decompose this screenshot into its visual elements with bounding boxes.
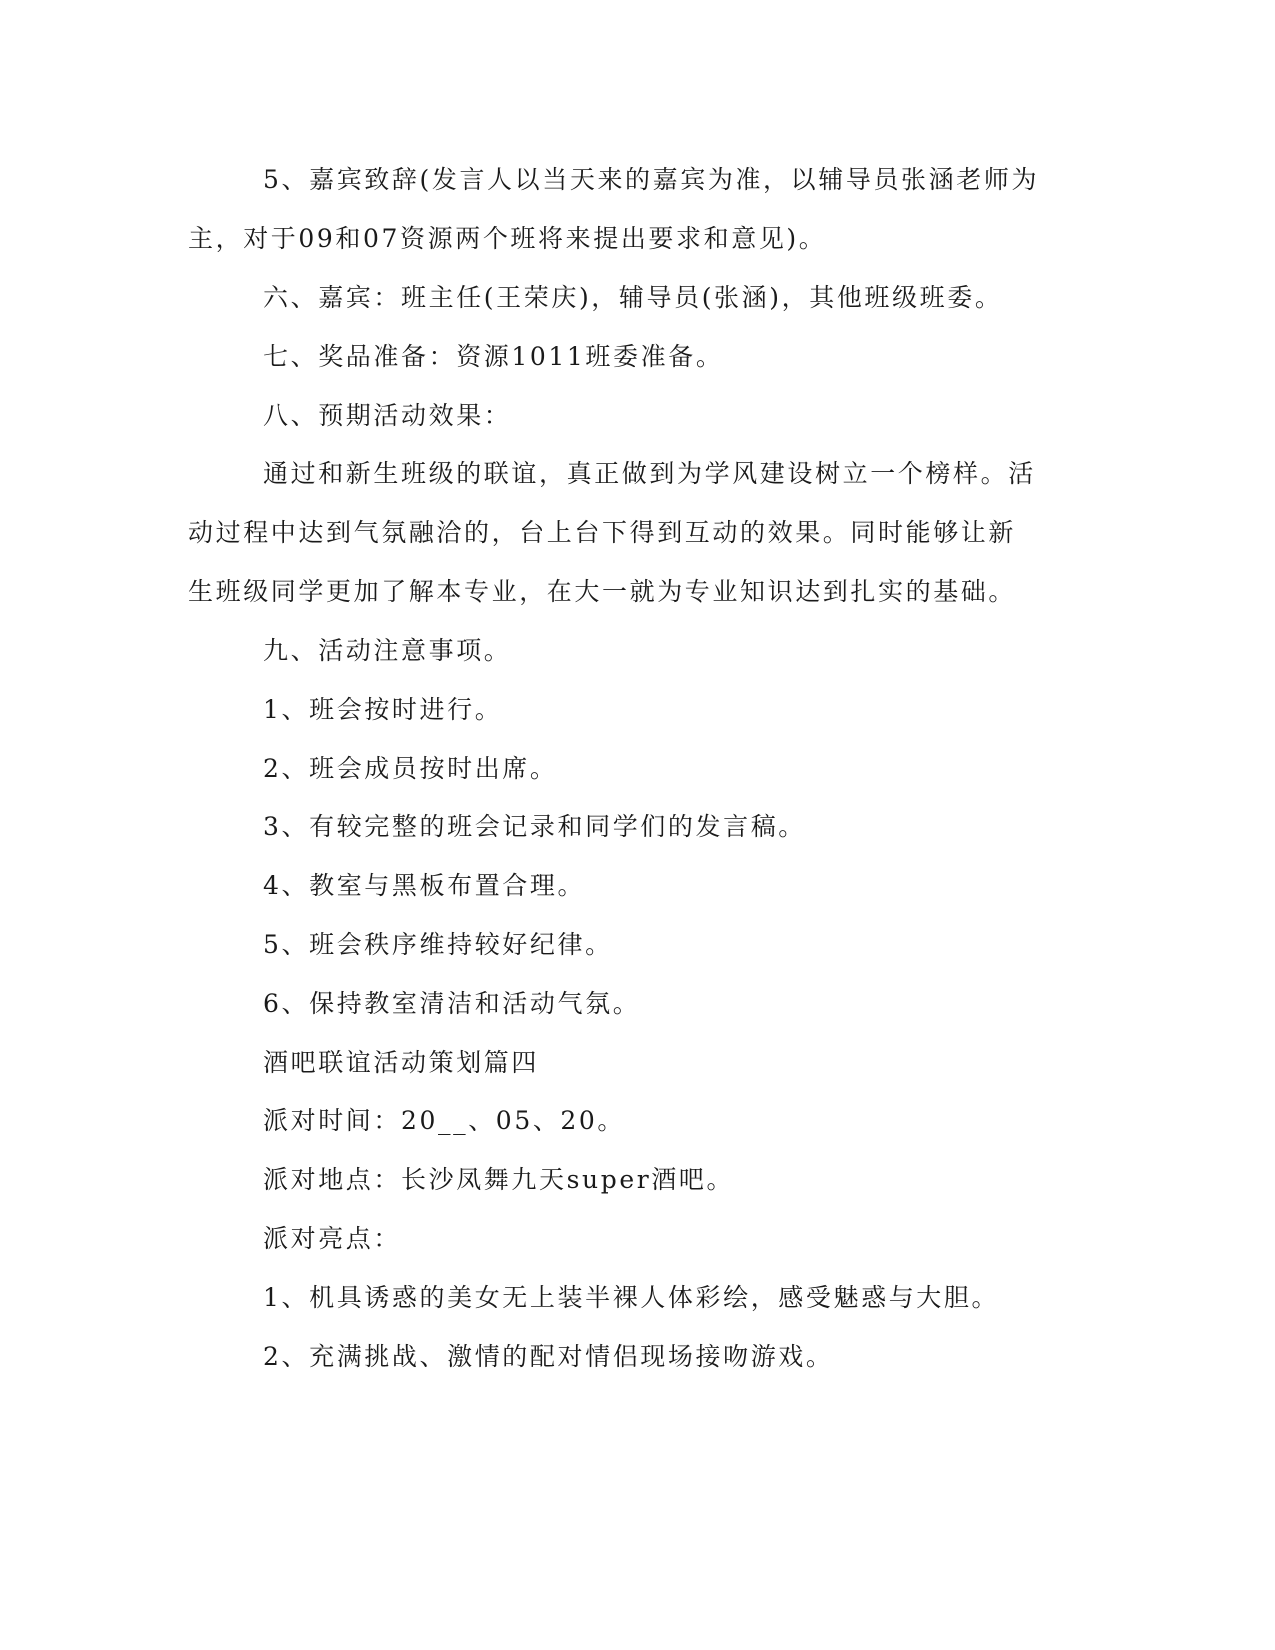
list-item: 4、教室与黑板布置合理。	[263, 871, 586, 900]
paragraph-line: 5、嘉宾致辞(发言人以当天来的嘉宾为准，以辅导员张涵老师为	[263, 165, 1040, 194]
list-item: 2、班会成员按时出席。	[263, 754, 558, 783]
paragraph-line: 七、奖品准备：资源1011班委准备。	[263, 342, 724, 371]
paragraph-line: 派对地点：长沙凤舞九天super酒吧。	[263, 1165, 735, 1194]
paragraph-line: 生班级同学更加了解本专业，在大一就为专业知识达到扎实的基础。	[188, 577, 1017, 606]
paragraph-line: 通过和新生班级的联谊，真正做到为学风建设树立一个榜样。活	[263, 459, 1036, 488]
section-heading: 九、活动注意事项。	[263, 636, 512, 665]
paragraph-line: 派对时间：20__、05、20。	[263, 1106, 626, 1135]
paragraph-line: 派对亮点：	[263, 1224, 402, 1253]
list-item: 2、充满挑战、激情的配对情侣现场接吻游戏。	[263, 1342, 834, 1371]
list-item: 5、班会秩序维持较好纪律。	[263, 930, 613, 959]
paragraph-line: 六、嘉宾：班主任(王荣庆)，辅导员(张涵)，其他班级班委。	[263, 283, 1003, 312]
section-heading: 八、预期活动效果：	[263, 401, 512, 430]
article-title: 酒吧联谊活动策划篇四	[263, 1048, 540, 1077]
list-item: 1、班会按时进行。	[263, 695, 503, 724]
list-item: 3、有较完整的班会记录和同学们的发言稿。	[263, 812, 806, 841]
paragraph-line: 动过程中达到气氛融洽的，台上台下得到互动的效果。同时能够让新	[188, 518, 1017, 547]
list-item: 1、机具诱惑的美女无上装半裸人体彩绘，感受魅惑与大胆。	[263, 1283, 1000, 1312]
list-item: 6、保持教室清洁和活动气氛。	[263, 989, 641, 1018]
paragraph-line: 主，对于09和07资源两个班将来提出要求和意见)。	[188, 224, 827, 253]
